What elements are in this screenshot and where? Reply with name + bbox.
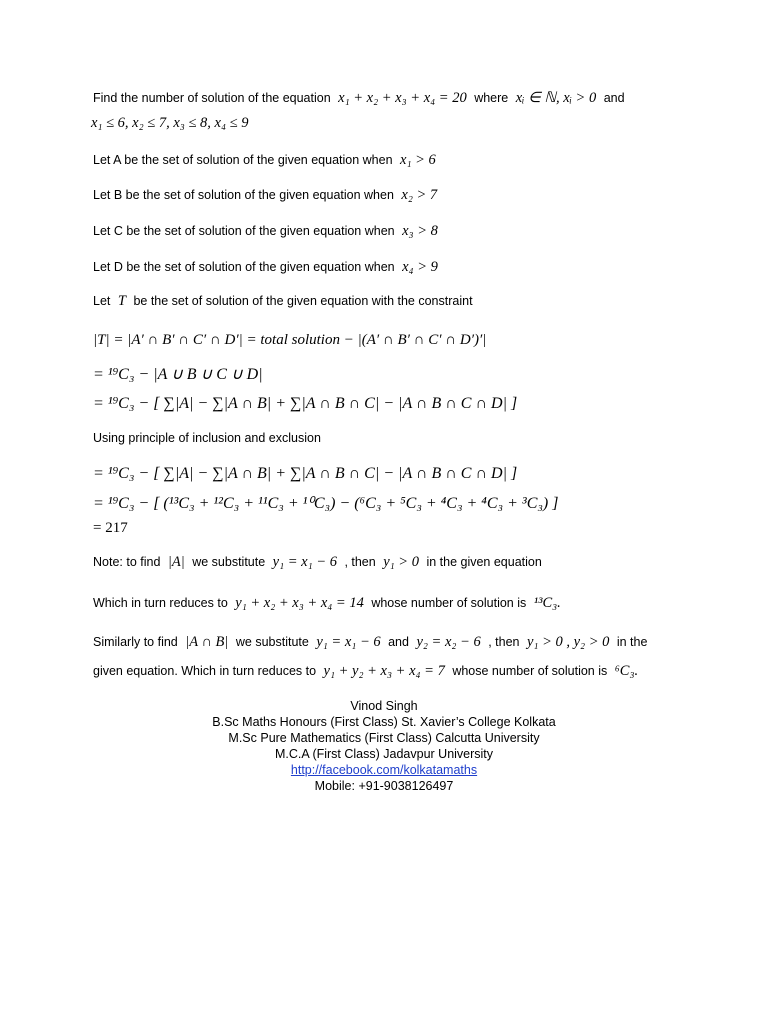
similarly-m3: y₂ = x₂ − 6: [416, 634, 481, 650]
reduce2-p2: whose number of solution is: [452, 664, 608, 678]
problem-domain: xᵢ ∈ ℕ, xᵢ > 0: [515, 90, 597, 106]
note-m3: y₁ > 0: [383, 554, 419, 570]
similarly-m1: |A ∩ B|: [185, 634, 229, 650]
note-p1: Note: to find: [93, 555, 161, 569]
set-a-line: [93, 153, 440, 168]
problem-equation: x₁ + x₂ + x₃ + x₄ = 20: [338, 90, 467, 106]
author-degree-2: M.Sc Pure Mathematics (First Class) Calcutta University: [228, 731, 540, 745]
set-a-condition: x₁ > 6: [400, 152, 436, 168]
similarly-p4: , then: [488, 635, 520, 649]
reduce2-line: [93, 664, 642, 679]
set-d-condition: x₄ > 9: [402, 259, 438, 275]
set-d-text: Let D be the set of solution of the given equation when: [93, 260, 395, 274]
set-b-text: Let B be the set of solution of the given equation when: [93, 188, 394, 202]
problem-constraints: x₁ ≤ 6, x₂ ≤ 7, x₃ ≤ 8, x₄ ≤ 9: [91, 115, 249, 131]
author-mobile: Mobile: +91-9038126497: [314, 779, 454, 793]
reduce1-m2: ¹³C₃.: [533, 595, 561, 611]
math-result: = 217: [93, 520, 128, 536]
similarly-m4: y₁ > 0 , y₂ > 0: [526, 634, 610, 650]
principle-line: Using principle of inclusion and exclusion: [93, 431, 321, 445]
note-m1: |A|: [167, 554, 185, 570]
reduce1-p2: whose number of solution is: [371, 596, 527, 610]
reduce1-m1: y₁ + x₂ + x₃ + x₄ = 14: [235, 595, 364, 611]
facebook-link[interactable]: http://facebook.com/kolkatamaths: [290, 763, 478, 777]
author-name: Vinod Singh: [350, 699, 418, 713]
similarly-p1: Similarly to find: [93, 635, 178, 649]
let-t-pre: Let: [93, 294, 111, 308]
note-p3: , then: [344, 555, 376, 569]
math-line-2: = ¹⁹C₃ − |A ∪ B ∪ C ∪ D|: [93, 366, 263, 383]
note-m2: y₁ = x₁ − 6: [272, 554, 337, 570]
let-t-line: [93, 294, 473, 309]
let-t-post: be the set of solution of the given equation with the constraint: [133, 294, 473, 308]
set-c-text: Let C be the set of solution of the given equation when: [93, 224, 395, 238]
similarly-p5: in the: [616, 635, 648, 649]
set-b-condition: x₂ > 7: [401, 187, 438, 203]
author-degree-3: M.C.A (First Class) Jadavpur University: [274, 747, 494, 761]
set-d-line: [93, 260, 442, 275]
let-t-var: T: [117, 293, 126, 309]
reduce1-p1: Which in turn reduces to: [93, 596, 228, 610]
similarly-m2: y₁ = x₁ − 6: [316, 634, 381, 650]
author-degree-1: B.Sc Maths Honours (First Class) St. Xavier’s College Kolkata: [212, 715, 556, 729]
problem-line: [93, 91, 625, 106]
set-c-condition: x₃ > 8: [402, 223, 438, 239]
similarly-p2: we substitute: [235, 635, 309, 649]
set-b-line: [93, 188, 441, 203]
note-p4: in the given equation: [426, 555, 542, 569]
note-line: [93, 555, 542, 570]
reduce2-m2: ⁶C₃.: [614, 663, 639, 679]
math-line-4: = ¹⁹C₃ − [ ∑|A| − ∑|A ∩ B| + ∑|A ∩ B ∩ C| − |A ∩ B ∩ C ∩ D| ]: [93, 465, 518, 482]
author-link-row: [0, 764, 768, 777]
similarly-line: [93, 635, 647, 650]
problem-and: and: [603, 91, 625, 105]
constraints-line: [91, 116, 253, 131]
similarly-p3: and: [388, 635, 409, 649]
note-p2: we substitute: [192, 555, 266, 569]
reduce2-p1: given equation. Which in turn reduces to: [93, 664, 317, 678]
set-a-text: Let A be the set of solution of the given equation when: [93, 153, 393, 167]
math-line-3: = ¹⁹C₃ − [ ∑|A| − ∑|A ∩ B| + ∑|A ∩ B ∩ C| − |A ∩ B ∩ C ∩ D| ]: [93, 395, 518, 412]
problem-lead: Find the number of solution of the equation: [93, 91, 331, 105]
math-line-5: = ¹⁹C₃ − [ (¹³C₃ + ¹²C₃ + ¹¹C₃ + ¹⁰C₃) − (⁶C₃ + ⁵C₃ + ⁴C₃ + ⁴C₃ + ³C₃) ]: [93, 495, 559, 512]
math-line-1: |T| = |A′ ∩ B′ ∩ C′ ∩ D′| = total solution − |(A′ ∩ B′ ∩ C′ ∩ D′)′|: [93, 332, 487, 348]
set-c-line: [93, 224, 442, 239]
reduce1-line: [93, 596, 565, 611]
problem-where: where: [474, 91, 509, 105]
reduce2-m1: y₁ + y₂ + x₃ + x₄ = 7: [323, 663, 445, 679]
